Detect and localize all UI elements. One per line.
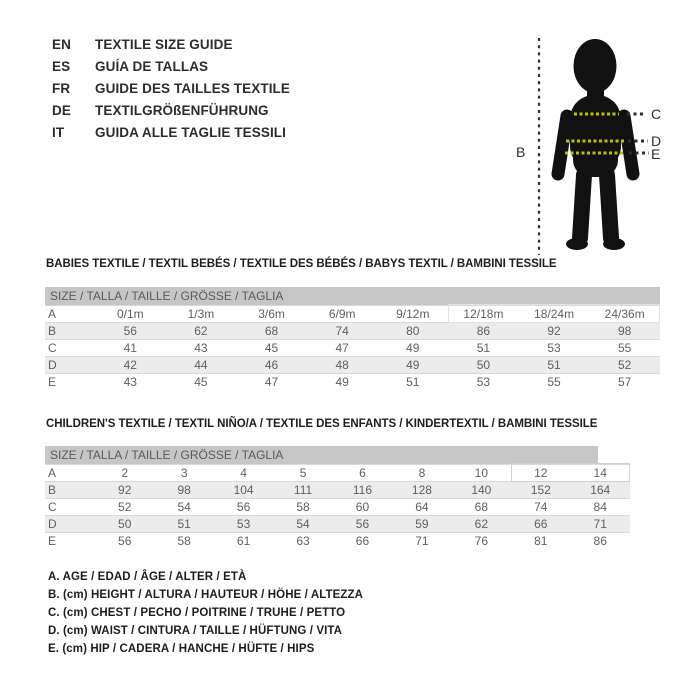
size-cell: 48 bbox=[335, 358, 349, 372]
size-cell: 58 bbox=[296, 500, 310, 514]
size-cell: 49 bbox=[406, 341, 420, 355]
row-label: B bbox=[48, 483, 57, 497]
size-cell: 12 bbox=[534, 466, 548, 480]
size-cell: 1/3m bbox=[187, 307, 215, 321]
size-cell: 49 bbox=[335, 375, 349, 389]
size-cell: 47 bbox=[264, 375, 279, 389]
table-row bbox=[45, 481, 630, 498]
table-row bbox=[45, 515, 630, 532]
size-cell: 164 bbox=[590, 483, 611, 497]
babies-table-title: BABIES TEXTILE / TEXTIL BEBÉS / TEXTILE DES BÉBÉS / BABYS TEXTIL / BAMBINI TESSILE bbox=[46, 258, 557, 270]
size-header-row: SIZE / TALLA / TAILLE / GRÖSSE / TAGLIA bbox=[45, 446, 598, 464]
language-row-en bbox=[52, 34, 290, 56]
size-cell: 5 bbox=[299, 466, 307, 480]
row-label: D bbox=[48, 358, 57, 372]
legend-line-age: A. AGE / EDAD / ÂGE / ALTER / ETÀ bbox=[48, 571, 247, 583]
size-cell: 53 bbox=[547, 341, 561, 355]
legend-line-height: B. (cm) HEIGHT / ALTURA / HAUTEUR / HÖHE / ALTEZZA bbox=[48, 589, 364, 601]
legend-line-waist: D. (cm) WAIST / CINTURA / TAILLE / HÜFTUNG / VITA bbox=[48, 625, 343, 637]
child-silhouette-icon bbox=[558, 39, 633, 250]
size-cell: 71 bbox=[593, 517, 607, 531]
size-cell: 6 bbox=[359, 466, 366, 480]
table-row bbox=[45, 373, 660, 390]
size-cell: 104 bbox=[233, 483, 254, 497]
size-cell: 3/6m bbox=[258, 307, 285, 321]
size-cell: 56 bbox=[355, 517, 370, 531]
size-cell: 140 bbox=[471, 483, 492, 497]
table-row bbox=[45, 339, 660, 356]
size-cell: 46 bbox=[264, 358, 279, 372]
size-cell: 76 bbox=[474, 534, 489, 548]
size-cell: 8 bbox=[418, 466, 426, 480]
size-cell: 74 bbox=[534, 500, 548, 514]
row-label: D bbox=[48, 517, 57, 531]
size-cell: 50 bbox=[118, 517, 132, 531]
size-cell: 62 bbox=[194, 324, 208, 338]
language-code: FR bbox=[52, 81, 71, 96]
measurement-legend bbox=[48, 568, 363, 658]
language-code: DE bbox=[52, 103, 71, 118]
size-cell: 63 bbox=[296, 534, 310, 548]
size-cell: 54 bbox=[296, 517, 310, 531]
size-cell: 111 bbox=[293, 483, 313, 497]
size-cell: 55 bbox=[618, 341, 632, 355]
babies-size-table bbox=[45, 287, 660, 390]
language-label: TEXTILE SIZE GUIDE bbox=[95, 37, 233, 52]
size-cell: 128 bbox=[411, 483, 432, 497]
size-cell: 53 bbox=[236, 517, 251, 531]
size-cell: 4 bbox=[240, 466, 247, 480]
size-cell: 66 bbox=[355, 534, 370, 548]
size-cell: 43 bbox=[194, 341, 208, 355]
language-label: TEXTILGRÖßENFÜHRUNG bbox=[95, 103, 269, 118]
size-cell: 59 bbox=[415, 517, 429, 531]
size-cell: 18/24m bbox=[534, 307, 575, 321]
size-cell: 116 bbox=[352, 483, 373, 497]
size-cell: 66 bbox=[534, 517, 548, 531]
table-row bbox=[45, 322, 660, 339]
size-cell: 3 bbox=[180, 466, 188, 480]
size-cell: 10 bbox=[474, 466, 489, 480]
waist-label-d: D bbox=[651, 133, 662, 149]
language-code: IT bbox=[52, 125, 65, 140]
size-cell: 52 bbox=[618, 358, 632, 372]
size-cell: 44 bbox=[194, 358, 208, 372]
legend-line-hip: E. (cm) HIP / CADERA / HANCHE / HÜFTE / HIPS bbox=[48, 643, 315, 655]
language-code: EN bbox=[52, 37, 71, 52]
size-cell: 57 bbox=[618, 375, 632, 389]
size-cell: 24/36m bbox=[604, 307, 645, 321]
chest-label-c: C bbox=[651, 106, 662, 122]
size-cell: 14 bbox=[593, 466, 607, 480]
language-label: GUIDE DES TAILLES TEXTILE bbox=[95, 81, 291, 96]
size-cell: 49 bbox=[406, 358, 420, 372]
size-cell: 80 bbox=[406, 324, 420, 338]
size-cell: 60 bbox=[355, 500, 370, 514]
size-cell: 51 bbox=[547, 358, 561, 372]
size-cell: 92 bbox=[547, 324, 561, 338]
size-cell: 64 bbox=[415, 500, 429, 514]
size-cell: 51 bbox=[406, 375, 420, 389]
size-cell: 74 bbox=[335, 324, 349, 338]
size-cell: 50 bbox=[476, 358, 491, 372]
language-label: GUIDA ALLE TAGLIE TESSILI bbox=[95, 125, 286, 140]
child-silhouette-figure bbox=[500, 25, 700, 257]
size-cell: 58 bbox=[177, 534, 191, 548]
height-label-b: B bbox=[516, 144, 526, 160]
size-header-row: SIZE / TALLA / TAILLE / GRÖSSE / TAGLIA bbox=[45, 287, 660, 305]
language-row-fr bbox=[52, 78, 290, 100]
row-label: A bbox=[48, 307, 57, 321]
size-cell: 68 bbox=[264, 324, 279, 338]
size-cell: 52 bbox=[118, 500, 132, 514]
hip-label-e: E bbox=[651, 146, 661, 162]
row-label: C bbox=[48, 500, 57, 514]
row-label: E bbox=[48, 375, 57, 389]
legend-line-chest: C. (cm) CHEST / PECHO / POITRINE / TRUHE / PETTO bbox=[48, 607, 346, 619]
size-cell: 54 bbox=[177, 500, 191, 514]
language-row-es bbox=[52, 56, 290, 78]
size-cell: 62 bbox=[474, 517, 489, 531]
size-cell: 9/12m bbox=[396, 307, 430, 321]
size-cell: 51 bbox=[177, 517, 191, 531]
size-cell: 43 bbox=[123, 375, 137, 389]
row-label: B bbox=[48, 324, 57, 338]
size-cell: 152 bbox=[530, 483, 551, 497]
size-cell: 45 bbox=[264, 341, 279, 355]
row-label: A bbox=[48, 466, 57, 480]
size-cell: 61 bbox=[236, 534, 251, 548]
children-size-table bbox=[45, 446, 630, 549]
size-cell: 0/1m bbox=[116, 307, 144, 321]
size-cell: 86 bbox=[476, 324, 491, 338]
size-cell: 98 bbox=[177, 483, 191, 497]
size-cell: 41 bbox=[123, 341, 137, 355]
size-cell: 42 bbox=[123, 358, 137, 372]
size-cell: 68 bbox=[474, 500, 489, 514]
children-table-title: CHILDREN'S TEXTILE / TEXTIL NIÑO/A / TEXTILE DES ENFANTS / KINDERTEXTIL / BAMBINI TESSILE bbox=[46, 418, 598, 430]
language-title-list bbox=[52, 34, 290, 144]
size-cell: 45 bbox=[194, 375, 208, 389]
size-cell: 12/18m bbox=[463, 307, 504, 321]
size-cell: 81 bbox=[534, 534, 548, 548]
table-row bbox=[45, 305, 660, 322]
size-cell: 56 bbox=[236, 500, 251, 514]
table-row bbox=[45, 498, 630, 515]
table-row bbox=[45, 464, 630, 481]
table-row bbox=[45, 532, 630, 549]
language-row-de bbox=[52, 100, 290, 122]
size-cell: 51 bbox=[476, 341, 491, 355]
size-cell: 84 bbox=[593, 500, 607, 514]
table-row bbox=[45, 356, 660, 373]
size-cell: 55 bbox=[547, 375, 561, 389]
size-cell: 86 bbox=[593, 534, 607, 548]
language-label: GUÍA DE TALLAS bbox=[95, 59, 209, 74]
size-cell: 6/9m bbox=[328, 307, 356, 321]
row-label: E bbox=[48, 534, 57, 548]
size-cell: 92 bbox=[118, 483, 132, 497]
size-cell: 47 bbox=[335, 341, 349, 355]
size-cell: 56 bbox=[123, 324, 137, 338]
size-cell: 2 bbox=[121, 466, 129, 480]
language-code: ES bbox=[52, 59, 71, 74]
size-cell: 53 bbox=[476, 375, 491, 389]
row-label: C bbox=[48, 341, 57, 355]
size-cell: 98 bbox=[618, 324, 632, 338]
language-row-it bbox=[52, 122, 290, 144]
size-cell: 56 bbox=[118, 534, 132, 548]
size-cell: 71 bbox=[415, 534, 429, 548]
